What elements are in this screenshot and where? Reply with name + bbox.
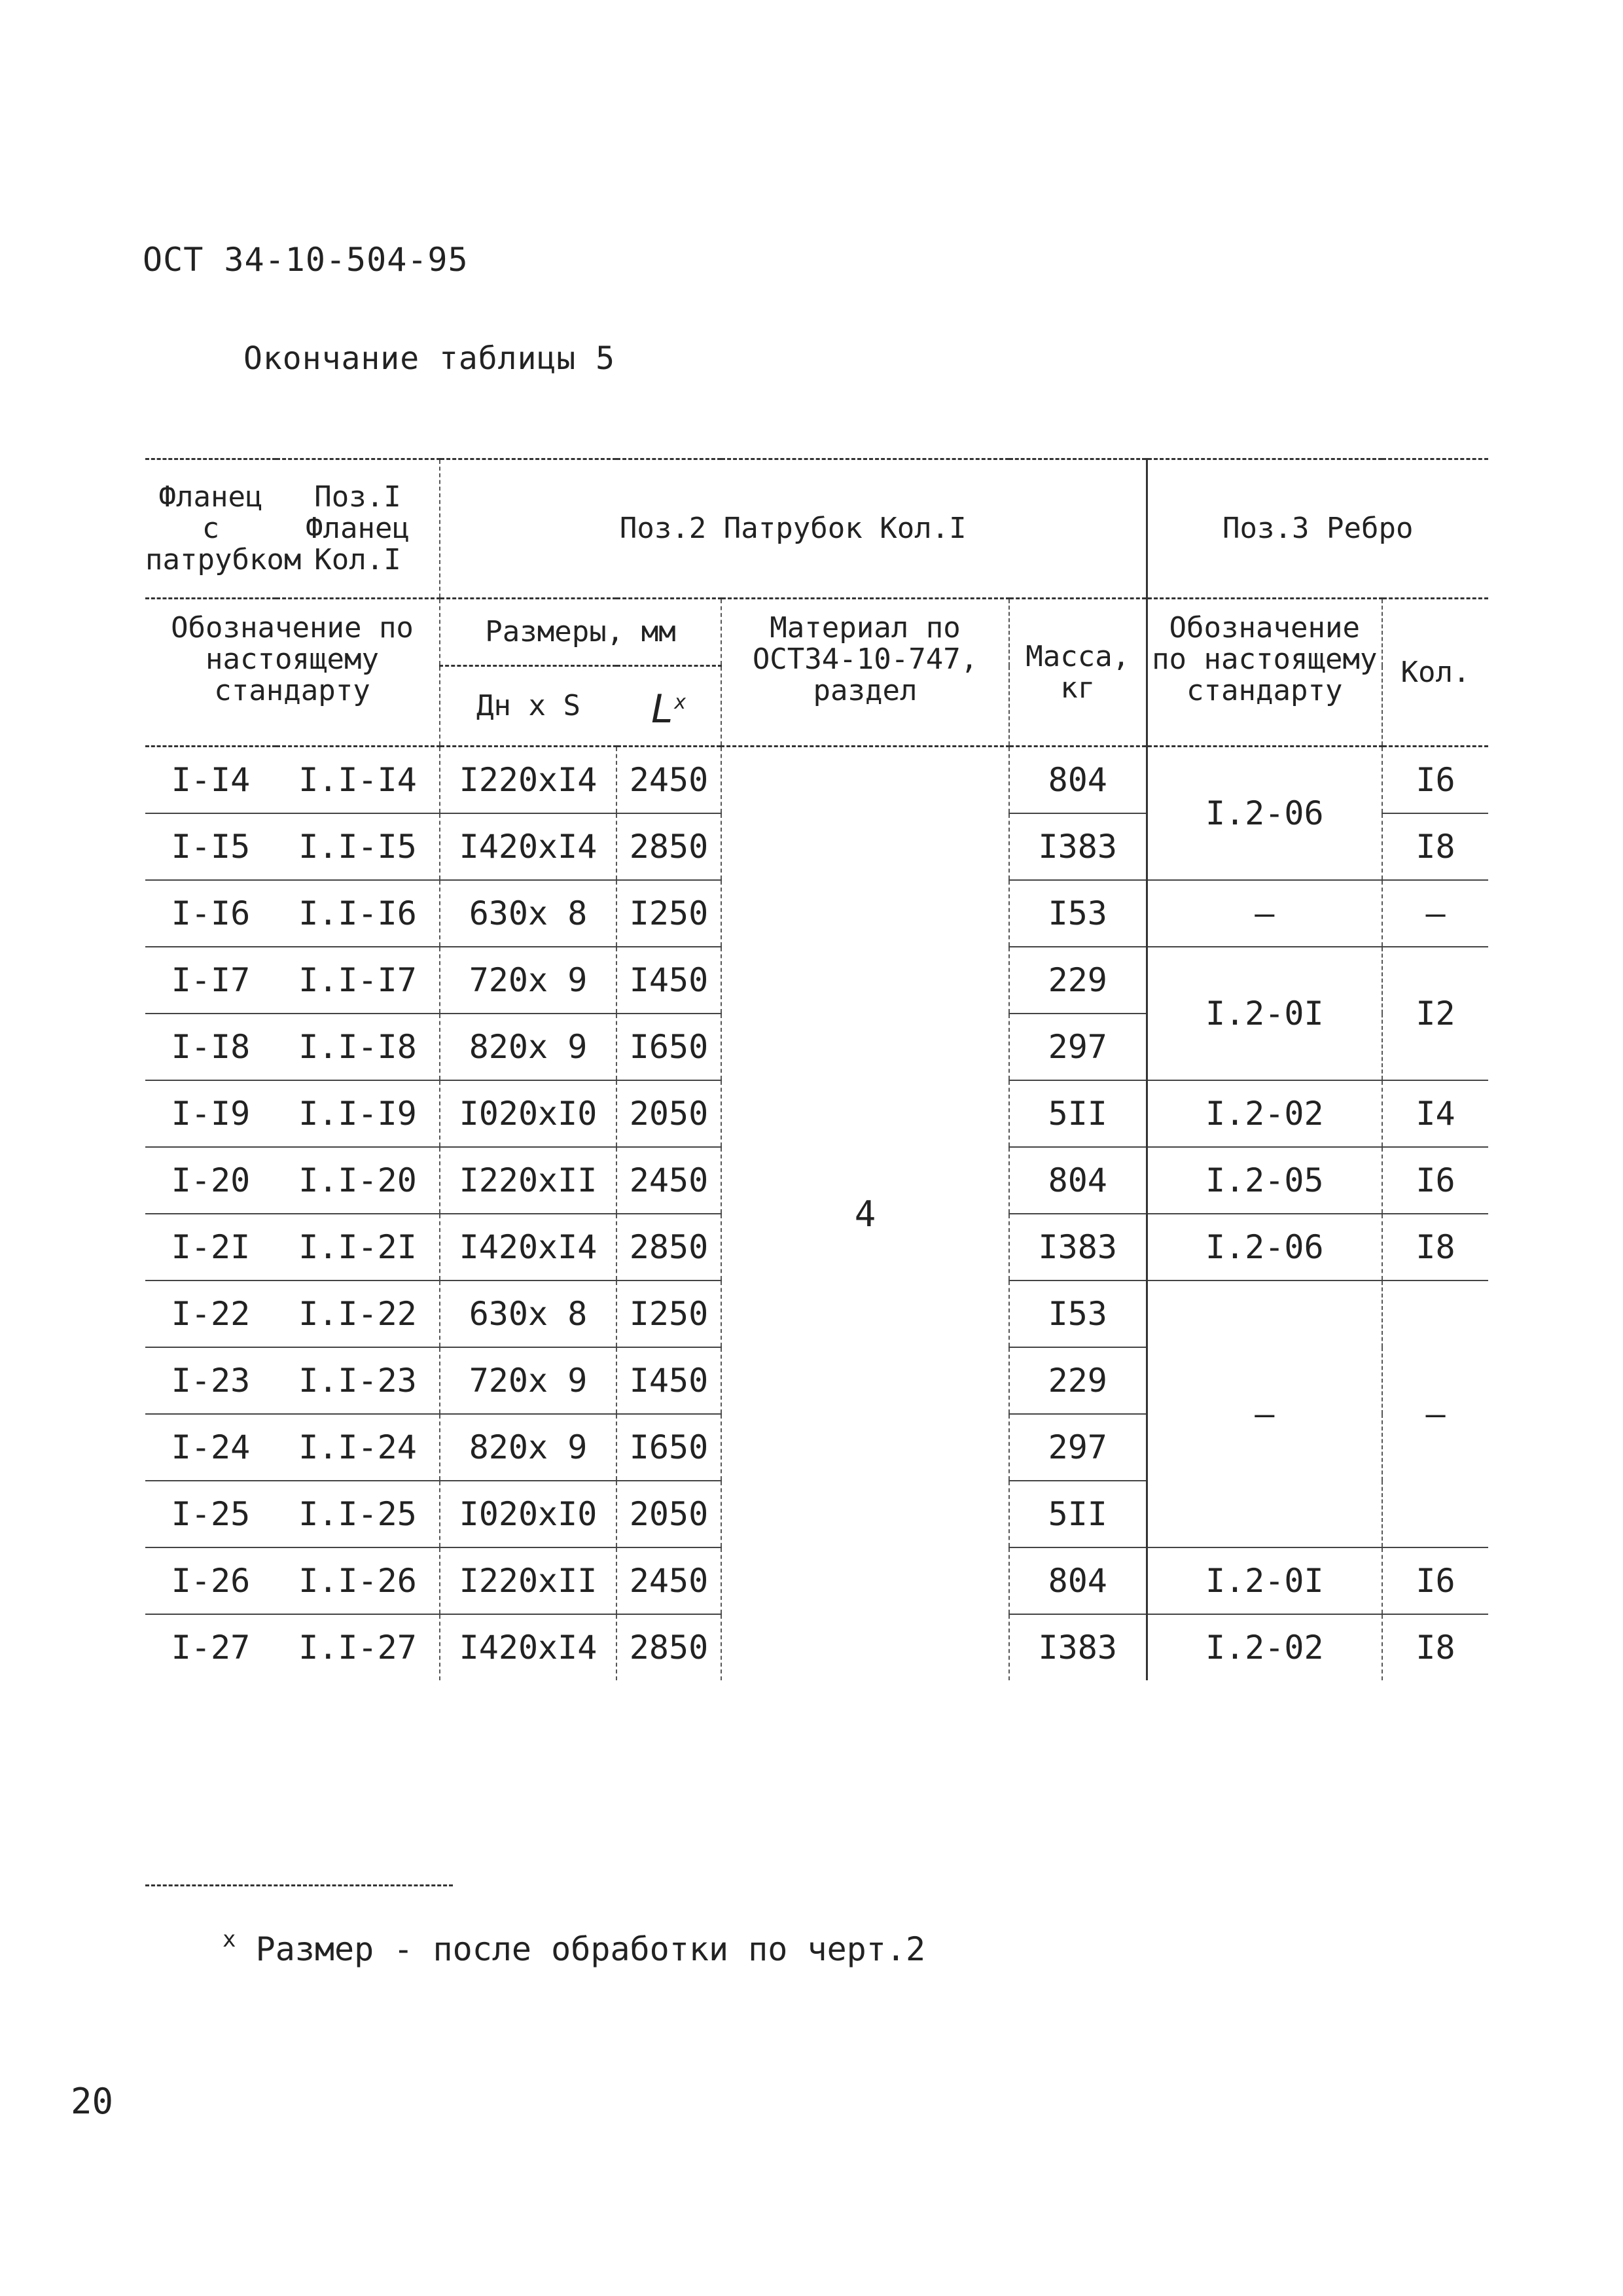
cell-rib: I.2-0I [1147,947,1382,1080]
cell-length: 2450 [616,1147,721,1214]
cell-rib: I.2-06 [1147,1214,1382,1280]
footnote-mark: x [223,1926,236,1952]
cell-flange: I-I8 [145,1014,276,1080]
cell-rib: I.2-06 [1147,747,1382,881]
cell-material: 4 [721,747,1009,1681]
cell-qty: – [1382,1280,1488,1547]
cell-pos1: I.I-I5 [276,813,440,880]
cell-length: 2450 [616,747,721,814]
cell-qty: I6 [1382,1147,1488,1214]
cell-flange: I-I7 [145,947,276,1014]
cell-length: I250 [616,1280,721,1347]
cell-dn-s: 630x 8 [440,880,616,947]
cell-mass: 5II [1009,1481,1147,1547]
cell-qty: I8 [1382,813,1488,880]
cell-dn-s: I220xII [440,1147,616,1214]
table-body [145,747,1488,1681]
header-designation: Обозначение по настоящему стандарту [145,599,440,747]
footnote-text: Размер - после обработки по черт.2 [255,1930,926,1968]
cell-flange: I-I6 [145,880,276,947]
cell-rib: I.2-02 [1147,1080,1382,1147]
cell-length: I450 [616,947,721,1014]
cell-dn-s: 820x 9 [440,1014,616,1080]
header-length: $L^x$ [616,666,721,747]
cell-flange: I-23 [145,1347,276,1414]
cell-length: 2450 [616,1547,721,1614]
cell-flange: I-22 [145,1280,276,1347]
cell-rib: – [1147,1280,1382,1547]
footnote-divider [145,1884,453,1886]
cell-qty: I4 [1382,1080,1488,1147]
cell-dn-s: 630x 8 [440,1280,616,1347]
cell-mass: I383 [1009,1614,1147,1680]
cell-qty: I2 [1382,947,1488,1080]
cell-pos1: I.I-26 [276,1547,440,1614]
flanges-table [145,458,1488,1680]
cell-dn-s: I220xI4 [440,747,616,814]
header-dn-s: Дн x S [440,666,616,747]
cell-flange: I-25 [145,1481,276,1547]
cell-mass: 297 [1009,1414,1147,1481]
cell-pos1: I.I-I6 [276,880,440,947]
cell-pos1: I.I-2I [276,1214,440,1280]
cell-pos1: I.I-24 [276,1414,440,1481]
cell-pos1: I.I-27 [298,1629,417,1667]
cell-mass: 804 [1009,747,1147,814]
cell-length: 2850 [616,1614,721,1680]
cell-length: 2050 [616,1481,721,1547]
cell-length: I450 [616,1347,721,1414]
cell-qty: I6 [1382,1547,1488,1614]
cell-pos1: I.I-22 [276,1280,440,1347]
header-material: Материал по ОСТ34-10-747, раздел [721,599,1009,747]
cell-dn-s: 720x 9 [440,947,616,1014]
footnote [223,1926,926,1968]
header-pos1: Поз.I Фланец Кол.I [276,459,440,599]
cell-pos1: I.I-23 [276,1347,440,1414]
cell-flange: I-I5 [145,813,276,880]
cell-flange: I-20 [145,1147,276,1214]
cell-mass: I383 [1009,813,1147,880]
cell-flange: I-26 [145,1547,276,1614]
cell-dn-s: I020xI0 [440,1481,616,1547]
cell-rib: – [1147,880,1382,947]
cell-dn-s: I420xI4 [440,1214,616,1280]
document-code: ОСТ 34-10-504-95 [143,241,469,279]
cell-qty: I8 [1382,1214,1488,1280]
cell-pos1: I.I-I8 [276,1014,440,1080]
cell-mass: 229 [1009,1347,1147,1414]
cell-rib: I.2-05 [1147,1147,1382,1214]
cell-qty: – [1382,880,1488,947]
cell-qty: I8 [1382,1614,1488,1680]
cell-mass: I383 [1009,1214,1147,1280]
cell-length: I250 [616,880,721,947]
cell-length: I650 [616,1414,721,1481]
cell-mass: 297 [1009,1014,1147,1080]
cell-pos1: I.I-I7 [276,947,440,1014]
cell-length: 2850 [616,813,721,880]
cell-mass: 804 [1009,1147,1147,1214]
cell-mass: I53 [1009,1280,1147,1347]
cell-pos1: I.I-I9 [276,1080,440,1147]
cell-pos1: I.I-I4 [276,747,440,814]
header-pos3: Поз.3 Ребро [1147,459,1488,599]
cell-dn-s: I020xI0 [440,1080,616,1147]
cell-mass: I53 [1009,880,1147,947]
cell-pos1: I.I-20 [276,1147,440,1214]
page-number: 20 [71,2081,114,2122]
cell-length: 2850 [616,1214,721,1280]
cell-qty: I6 [1382,747,1488,814]
cell-dn-s: I420xI4 [440,1614,616,1680]
cell-dn-s: I220xII [440,1547,616,1614]
header-pos2: Поз.2 Патрубок Кол.I [440,459,1147,599]
table-caption: Окончание таблицы 5 [243,340,616,377]
cell-length: I650 [616,1014,721,1080]
header-qty: Кол. [1382,599,1488,747]
header-rib-designation: Обозначение по настоящему стандарту [1147,599,1382,747]
header-mass: Масса, кг [1009,599,1147,747]
cell-flange: I-24 [145,1414,276,1481]
cell-flange: I-I9 [145,1080,276,1147]
cell-flange: I-I4 [145,747,276,814]
cell-flange: I-2I [145,1214,276,1280]
cell-rib: I.2-02 [1147,1614,1382,1680]
header-dimensions: Размеры, мм [440,599,721,666]
cell-pos1: I.I-25 [276,1481,440,1547]
cell-mass: 5II [1009,1080,1147,1147]
cell-flange: I-27 [171,1629,251,1667]
cell-rib: I.2-0I [1147,1547,1382,1614]
cell-dn-s: 720x 9 [440,1347,616,1414]
header-flange-with-pipe: Фланец с патрубком [145,459,276,599]
cell-mass: 804 [1009,1547,1147,1614]
cell-length: 2050 [616,1080,721,1147]
cell-dn-s: I420xI4 [440,813,616,880]
cell-mass: 229 [1009,947,1147,1014]
cell-dn-s: 820x 9 [440,1414,616,1481]
